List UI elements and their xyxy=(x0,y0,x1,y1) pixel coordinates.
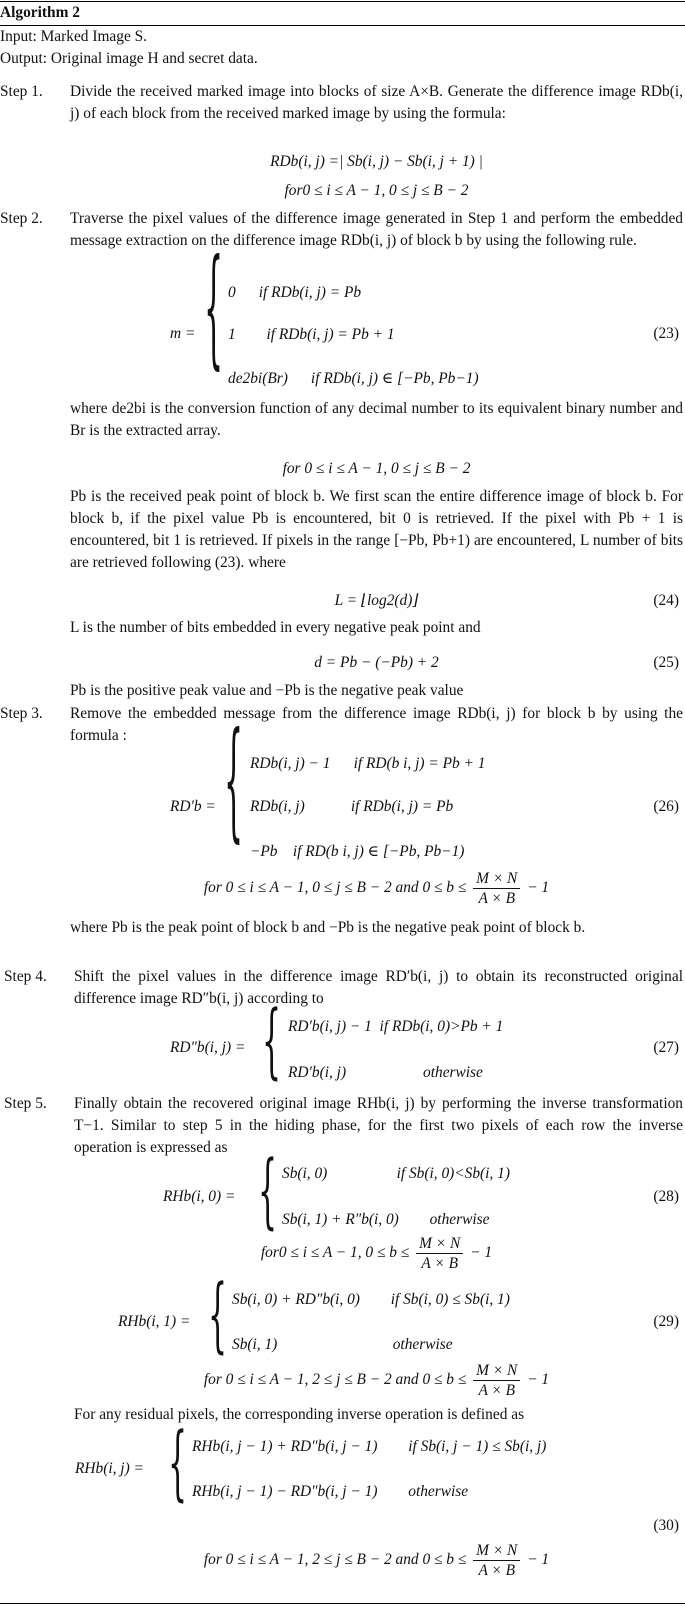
eq29-fraction: $\frac{M \times N}{A \times B}$ xyxy=(473,1361,520,1400)
eq30-lhs: RHb(i, j) = xyxy=(75,1460,144,1477)
eq28-case2: Sb(i, 1) + R″b(i, 0) otherwise xyxy=(282,1211,490,1228)
step1-text: Divide the received marked image into blocks of size A×B. Generate the difference image RDb(i, j) of each block from the received marked image by using the formula: xyxy=(70,83,683,122)
output-line: Output: Original image H and secret data. xyxy=(0,50,258,67)
eq28-case1: Sb(i, 0) if Sb(i, 0)<Sb(i, 1) xyxy=(282,1165,510,1182)
scan-text: Pb is the received peak point of block b. We first scan the entire difference image of block b. For block b, if the pixel value Pb is encountered, bit 0 is retrieved. If the pixel with Pb + 1 is encountered, bit 1 is retrieved. If pixels in the range [−Pb, Pb+1) are encountered, L number of bits are retrieved following (23). where xyxy=(70,488,683,571)
step3-where-text: where Pb is the peak point of block b and −Pb is the negative peak point of block b. xyxy=(70,919,586,936)
eq29-case1: Sb(i, 0) + RD″b(i, 0) if Sb(i, 0) ≤ Sb(i, 1) xyxy=(232,1291,510,1308)
eq29-case2: Sb(i, 1) otherwise xyxy=(232,1336,453,1353)
eq24-number: (24) xyxy=(653,592,679,609)
step5-label: Step 5. xyxy=(4,1095,47,1112)
eq30-case1: RHb(i, j − 1) + RD″b(i, j − 1) if Sb(i, j − 1) ≤ Sb(i, j) xyxy=(192,1438,547,1455)
eq27-brace: { xyxy=(262,995,282,1090)
eq26-case1: RDb(i, j) − 1 if RD(b i, j) = Pb + 1 xyxy=(250,755,486,772)
eq23-lhs: m = xyxy=(170,325,196,342)
l-text: L is the number of bits embedded in every negative peak point and xyxy=(70,619,481,636)
eq29-brace: { xyxy=(208,1269,228,1364)
eq29-number: (29) xyxy=(653,1313,679,1330)
eq26-lhs: RD′b = xyxy=(170,798,216,815)
eq23-brace: { xyxy=(204,234,224,386)
eq28-condition xyxy=(70,1233,683,1273)
top-rule xyxy=(0,1,685,2)
eq30-number: (30) xyxy=(653,1517,679,1534)
peak-text: Pb is the positive peak value and −Pb is the negative peak value xyxy=(70,682,464,699)
step4-text: Shift the pixel values in the difference image RD′b(i, j) to obtain its reconstructed original difference image RD″b(i, j) according to xyxy=(74,968,683,1007)
eq30-condition-tail: − 1 xyxy=(527,1551,550,1568)
eq28-brace: { xyxy=(258,1145,278,1240)
step1-equation: RDb(i, j) =| Sb(i, j) − Sb(i, j + 1) | xyxy=(270,153,483,170)
eq23-case2: 1 if RDb(i, j) = Pb + 1 xyxy=(228,326,395,343)
eq26-case2: RDb(i, j) if RDb(i, j) = Pb xyxy=(250,798,454,815)
algorithm-title: Algorithm 2 xyxy=(0,4,80,21)
step3-text: Remove the embedded message from the difference image RDb(i, j) for block b by using the formula : xyxy=(70,705,683,744)
step2-condition: for 0 ≤ i ≤ A − 1, 0 ≤ j ≤ B − 2 xyxy=(282,460,471,477)
input-line: Input: Marked Image S. xyxy=(0,28,148,45)
eq28-fraction: $\frac{M \times N}{A \times B}$ xyxy=(416,1234,463,1273)
step1-condition: for0 ≤ i ≤ A − 1, 0 ≤ j ≤ B − 2 xyxy=(284,182,469,199)
eq27-case1: RD′b(i, j) − 1 if RDb(i, 0)>Pb + 1 xyxy=(288,1018,504,1035)
step3-condition-text: for 0 ≤ i ≤ A − 1, 0 ≤ j ≤ B − 2 and 0 ≤ b ≤ xyxy=(203,879,467,896)
step2-text: Traverse the pixel values of the difference image generated in Step 1 and perform the embedded message extraction on the difference image RDb(i, j) of block b by using the following rule. xyxy=(70,210,683,249)
residual-text: For any residual pixels, the corresponding inverse operation is defined as xyxy=(74,1406,525,1423)
eq30-condition-text: for 0 ≤ i ≤ A − 1, 2 ≤ j ≤ B − 2 and 0 ≤ b ≤ xyxy=(203,1551,467,1568)
eq28-condition-text: for0 ≤ i ≤ A − 1, 0 ≤ b ≤ xyxy=(260,1244,410,1261)
eq27-lhs: RD″b(i, j) = xyxy=(170,1039,246,1056)
eq29-condition xyxy=(70,1360,683,1400)
step5-text: Finally obtain the recovered original image RHb(i, j) by performing the inverse transformation T−1. Similar to step 5 in the hiding phase, for the first two pixels of each row the inverse operation is expressed as xyxy=(74,1095,683,1156)
eq23-case3: de2bi(Br) if RDb(i, j) ∈ [−Pb, Pb−1) xyxy=(228,370,479,387)
step4-label: Step 4. xyxy=(4,968,47,985)
step1-label: Step 1. xyxy=(0,83,43,100)
eq28-condition-tail: − 1 xyxy=(470,1244,493,1261)
eq26-case3: −Pb if RD(b i, j) ∈ [−Pb, Pb−1) xyxy=(250,843,465,860)
eq25: d = Pb − (−Pb) + 2 xyxy=(314,654,439,671)
eq28-number: (28) xyxy=(653,1188,679,1205)
eq28-lhs: RHb(i, 0) = xyxy=(163,1188,236,1205)
eq25-number: (25) xyxy=(653,654,679,671)
eq29-condition-text: for 0 ≤ i ≤ A − 1, 2 ≤ j ≤ B − 2 and 0 ≤ b ≤ xyxy=(203,1371,467,1388)
eq24: L = ⌊log2(d)⌋ xyxy=(334,592,419,609)
eq26-number: (26) xyxy=(653,798,679,815)
eq30-brace: { xyxy=(168,1417,188,1512)
eq29-lhs: RHb(i, 1) = xyxy=(118,1313,191,1330)
eq27-case2: RD′b(i, j) otherwise xyxy=(288,1064,483,1081)
eq30-case2: RHb(i, j − 1) − RD″b(i, j − 1) otherwise xyxy=(192,1483,469,1500)
eq26-brace: { xyxy=(224,707,244,859)
step3-fraction: $\frac{M \times N}{A \times B}$ xyxy=(473,869,520,908)
eq30-condition xyxy=(70,1540,683,1580)
step3-label: Step 3. xyxy=(0,705,43,722)
step3-condition-tail: − 1 xyxy=(527,879,550,896)
eq23-number: (23) xyxy=(653,325,679,342)
eq29-condition-tail: − 1 xyxy=(527,1371,550,1388)
step3-condition xyxy=(70,868,683,908)
eq30-fraction: $\frac{M \times N}{A \times B}$ xyxy=(473,1541,520,1580)
step2-label: Step 2. xyxy=(0,210,43,227)
eq23-case1: 0 if RDb(i, j) = Pb xyxy=(228,284,362,301)
bottom-rule xyxy=(0,1603,685,1604)
de2bi-text: where de2bi is the conversion function of any decimal number to its equivalent binary number and Br is the extracted array. xyxy=(70,400,683,439)
eq27-number: (27) xyxy=(653,1039,679,1056)
